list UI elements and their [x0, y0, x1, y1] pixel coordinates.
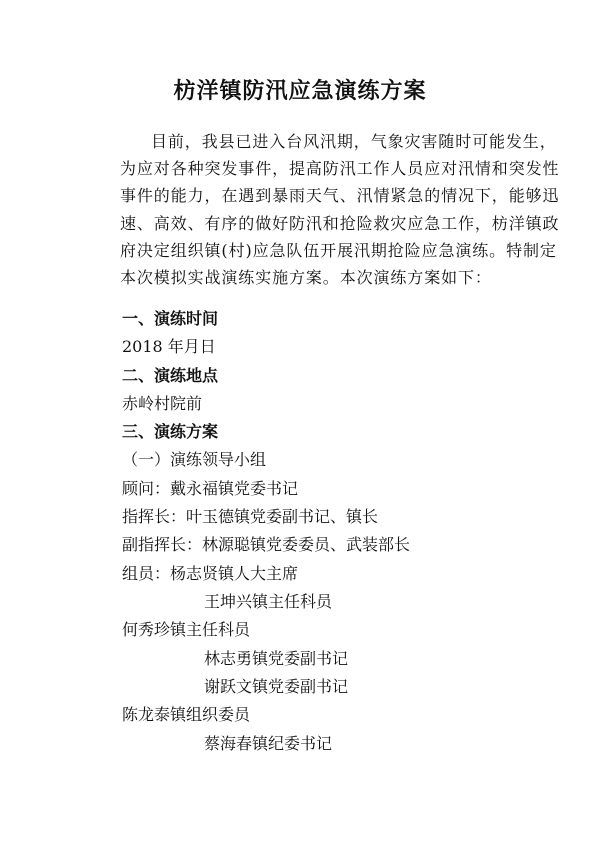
leader-commander: 指挥长：叶玉德镇党委副书记、镇长 [122, 507, 379, 526]
members-line: 组员：杨志贤镇人大主席 [122, 564, 299, 583]
document-title: 枋洋镇防汛应急演练方案 [173, 79, 427, 104]
member-item: 谢跃文镇党委副书记 [204, 677, 349, 696]
subsection-heading-leadership: （一）演练领导小组 [122, 450, 267, 469]
member-item: 蔡海春镇纪委书记 [204, 734, 333, 753]
leader-deputy-commander: 副指挥长：林源聪镇党委委员、武装部长 [122, 535, 411, 554]
member-item: 林志勇镇党委副书记 [204, 649, 349, 668]
section-heading-location: 二、演练地点 [122, 366, 219, 385]
intro-line: 事件的能力，在遇到暴雨天气、汛情紧急的情况下，能够迅 [120, 186, 560, 206]
intro-paragraph [120, 128, 560, 291]
drill-date: 2018 年月日 [122, 337, 216, 356]
intro-line: 速、高效、有序的做好防汛和抢险救灾应急工作，枋洋镇政 [120, 213, 560, 233]
member-item: 何秀珍镇主任科员 [122, 620, 251, 639]
member-item: 陈龙泰镇组织委员 [122, 705, 251, 724]
leader-adviser: 顾问：戴永福镇党委书记 [122, 479, 299, 498]
section-heading-time: 一、演练时间 [122, 309, 219, 328]
intro-line: 本次模拟实战演练实施方案。本次演练方案如下： [120, 268, 492, 288]
drill-location: 赤岭村院前 [122, 394, 203, 413]
intro-line: 府决定组织镇(村)应急队伍开展汛期抢险应急演练。特制定 [120, 240, 557, 260]
member-item: 王坤兴镇主任科员 [204, 592, 333, 611]
intro-line: 目前，我县已进入台风汛期，气象灾害随时可能发生， [151, 132, 557, 151]
section-heading-plan: 三、演练方案 [122, 422, 219, 441]
intro-line: 为应对各种突发事件，提高防汛工作人员应对汛情和突发性 [120, 159, 560, 179]
